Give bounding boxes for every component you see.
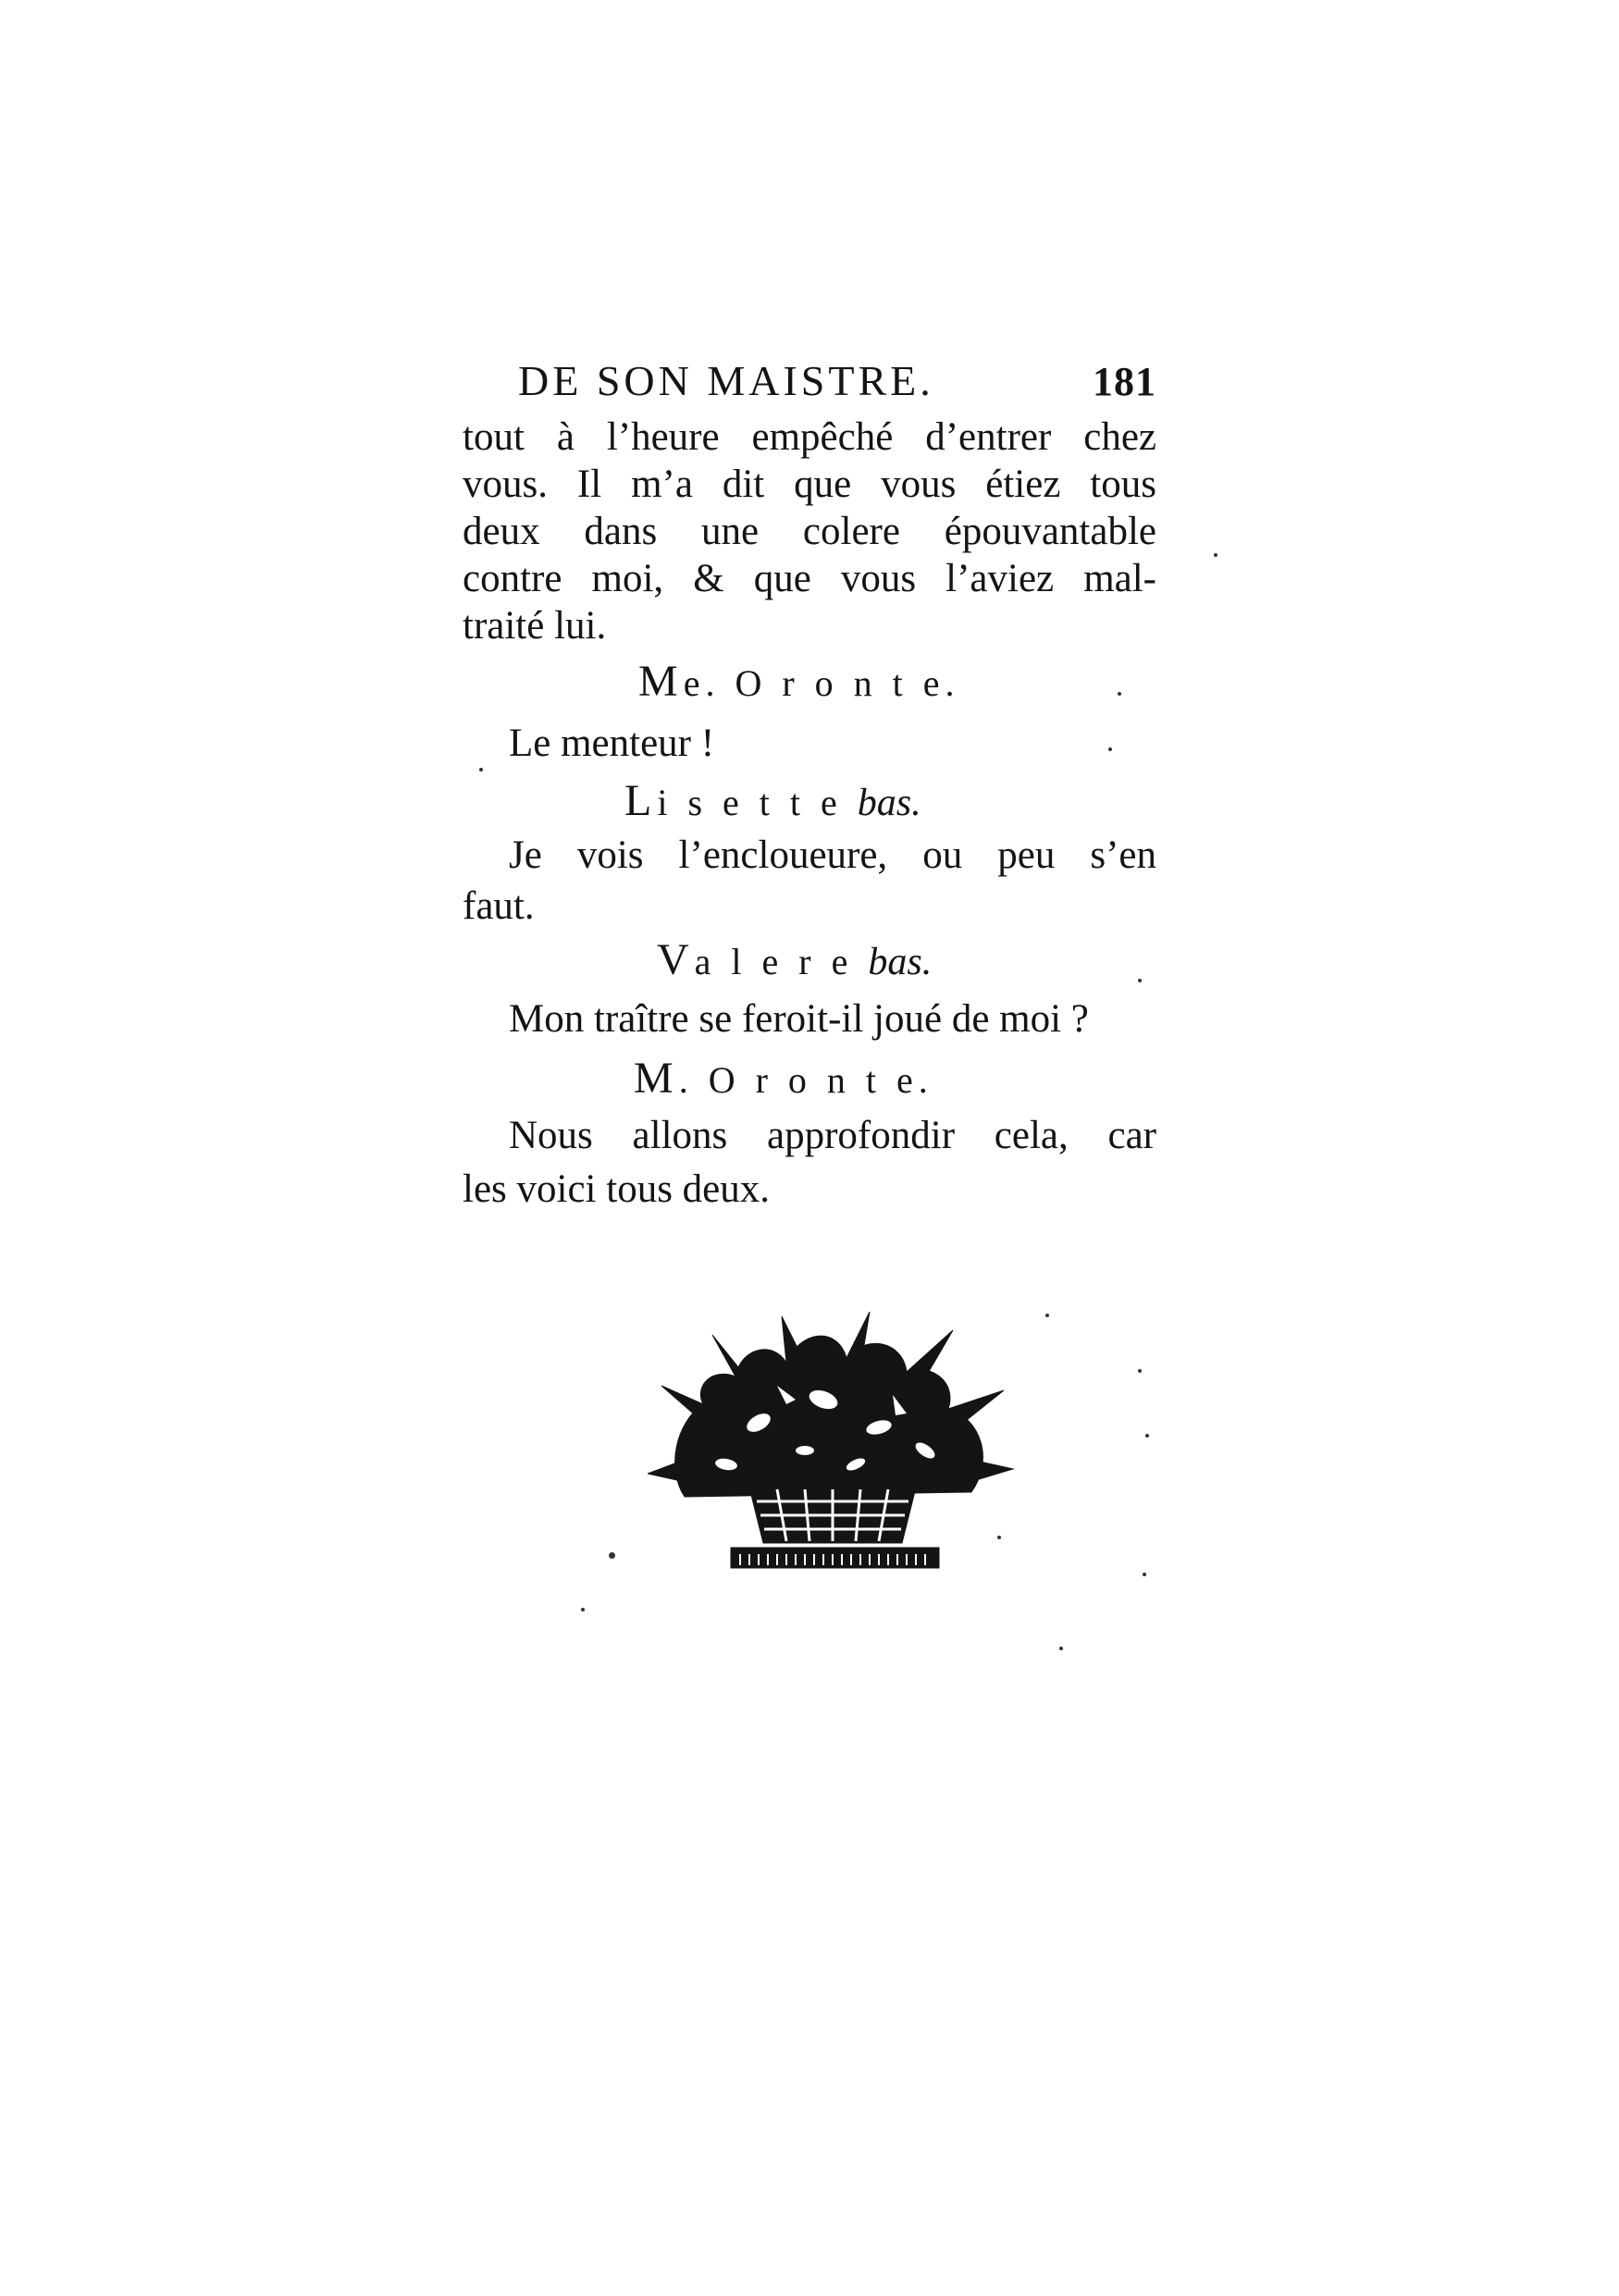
speech-line: Je vois l’encloueure, ou peu s’en — [509, 833, 1156, 877]
paragraph — [463, 414, 1156, 649]
ink-speck — [1059, 1647, 1063, 1650]
ink-speck — [1045, 1314, 1049, 1317]
speaker-heading — [463, 931, 1156, 990]
text-line: deux dans une colere épouvantable — [463, 510, 1156, 553]
ink-speck — [609, 1552, 615, 1559]
text-block — [463, 356, 1156, 1216]
page-number: 181 — [1093, 359, 1156, 404]
text-line: contre moi, & que vous l’aviez mal- — [463, 557, 1156, 600]
speaker-heading — [463, 649, 1156, 714]
ink-speck — [1145, 1434, 1149, 1438]
stage-direction: bas. — [868, 941, 933, 983]
speaker-initial: M — [634, 1054, 679, 1103]
speaker-initial: M — [638, 657, 684, 706]
speaker-heading — [463, 773, 1156, 829]
speaker-name: i s e t t e — [657, 782, 858, 823]
ink-speck — [1108, 747, 1112, 751]
speaker-name: . O r o n t e. — [678, 1059, 933, 1101]
ink-speck — [479, 768, 483, 772]
speaker-initial: L — [624, 776, 658, 825]
ink-speck — [581, 1608, 585, 1611]
stage-direction: bas. — [857, 782, 921, 824]
ink-speck — [1138, 1369, 1142, 1373]
ink-speck — [1214, 553, 1217, 557]
text-line: traité lui. — [463, 604, 607, 648]
running-title: DE SON MAISTRE. — [518, 357, 934, 404]
speech-line: les voici tous deux. — [463, 1167, 771, 1211]
speech-line: Mon traître se feroit-il joué de moi ? — [509, 997, 1089, 1041]
speaker-heading — [463, 1049, 1156, 1108]
ink-speck — [1118, 692, 1121, 696]
text-line: vous. Il m’a dit que vous étiez tous — [463, 463, 1156, 506]
speech-line: Nous allons approfondir cela, car — [509, 1114, 1156, 1157]
speech-line: faut. — [463, 884, 535, 928]
ink-speck — [1143, 1573, 1146, 1576]
flower-basket-vignette-icon — [648, 1312, 1018, 1580]
text-line: tout à l’heure empêché d’entrer chez — [463, 415, 1156, 459]
speaker-initial: V — [657, 935, 695, 984]
speaker-name: e. O r o n t e. — [683, 662, 960, 704]
running-head — [463, 356, 1156, 414]
ink-speck — [997, 1536, 1001, 1539]
ink-speck — [1138, 979, 1142, 982]
speech-line: Le menteur ! — [509, 722, 715, 765]
speaker-name: a l e r e — [694, 941, 869, 982]
